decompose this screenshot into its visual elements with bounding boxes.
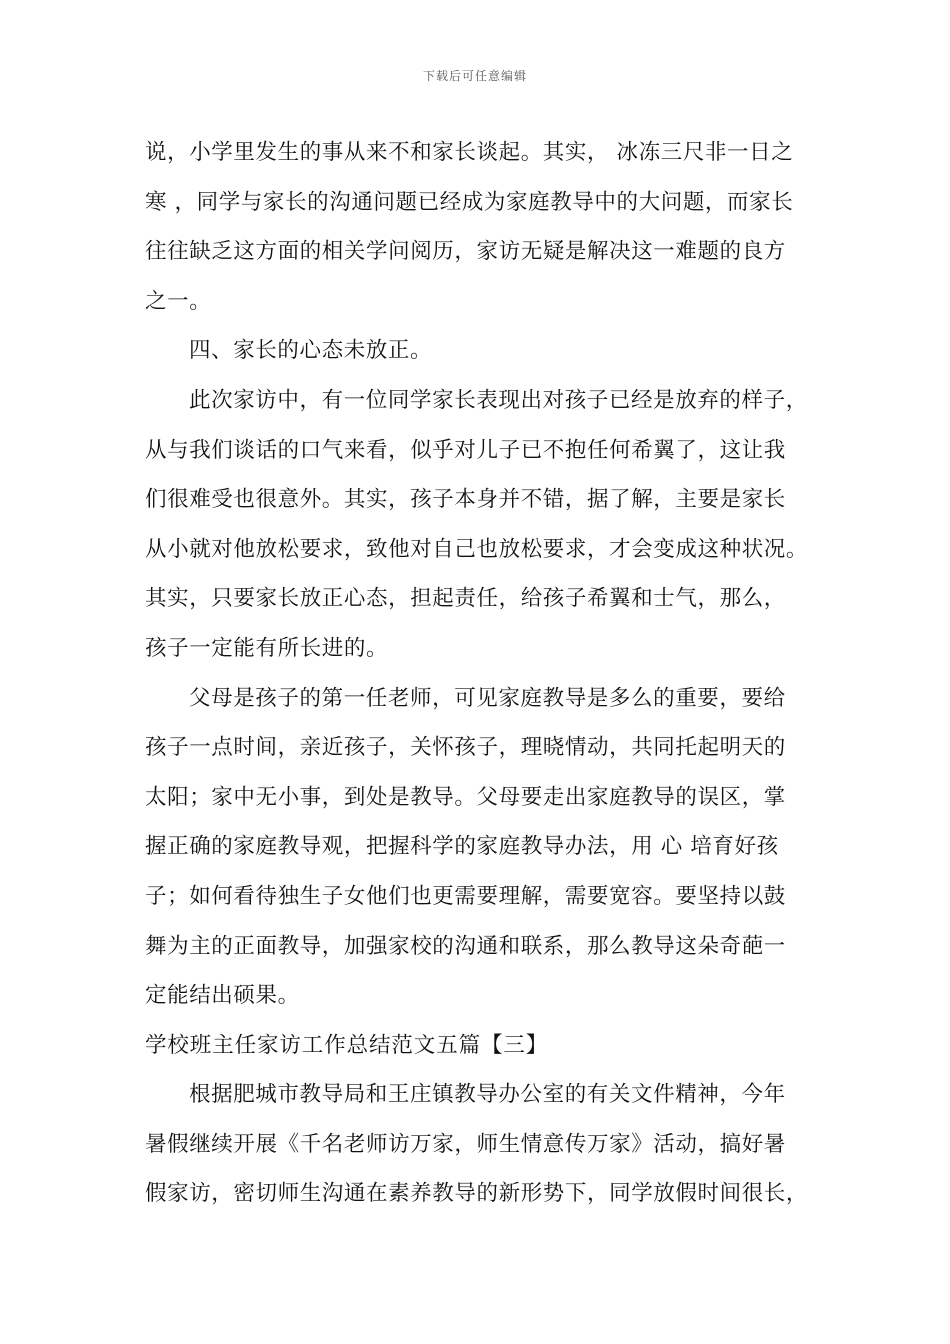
text-line: 从与我们谈话的口气来看，似乎对儿子已不抱任何希翼了，这让我: [145, 437, 786, 463]
text-line: 子；如何看待独生子女他们也更需要理解，需要宽容。要坚持以鼓: [145, 883, 786, 909]
text-line: 孩子一点时间，亲近孩子，关怀孩子，理晓情动，共同托起明天的: [145, 735, 786, 761]
text-line: 孩子一定能有所长进的。: [145, 635, 389, 661]
page-header: 下载后可任意编辑: [422, 69, 527, 83]
text-line: 太阳；家中无小事，到处是教导。父母要走出家庭教导的误区，掌: [145, 784, 786, 810]
text-line: 之一。: [145, 288, 212, 314]
text-line: 握正确的家庭教导观，把握科学的家庭教导办法，用 心 培育好孩: [145, 834, 779, 860]
text-line: 四、家长的心态未放正。: [189, 338, 433, 364]
text-line: 此次家访中，有一位同学家长表现出对孩子已经是放弃的样子，: [189, 387, 808, 413]
text-line: 父母是孩子的第一任老师，可见家庭教导是多么的重要，要给: [189, 685, 786, 711]
text-line: 其实，只要家长放正心态，担起责任，给孩子希翼和士气，那么，: [145, 586, 786, 612]
text-line: 假家访，密切师生沟通在素养教导的新形势下，同学放假时间很长，: [145, 1181, 809, 1207]
document-body: [145, 128, 835, 1219]
text-line: 从小就对他放松要求，致他对自己也放松要求，才会变成这种状况。: [145, 536, 809, 562]
text-line: 定能结出硕果。: [145, 983, 300, 1009]
text-line: 说，小学里发生的事从来不和家长谈起。其实， 冰冻三尺非一日之: [145, 140, 794, 165]
text-line: 往往缺乏这方面的相关学问阅历，家访无疑是解决这一难题的良方: [145, 239, 786, 265]
text-line: 暑假继续开展《千名老师访万家，师生情意传万家》活动，搞好暑: [145, 1131, 786, 1157]
section-heading: 学校班主任家访工作总结范文五篇【三】: [145, 1032, 549, 1058]
text-line: 舞为主的正面教导，加强家校的沟通和联系，那么教导这朵奇葩一: [145, 933, 786, 959]
text-line: 们很难受也很意外。其实，孩子本身并不错，据了解，主要是家长: [145, 487, 786, 513]
text-line: 寒 ，同学与家长的沟通问题已经成为家庭教导中的大问题，而家长: [145, 189, 794, 215]
text-line: 根据肥城市教导局和王庄镇教导办公室的有关文件精神，今年: [189, 1082, 786, 1108]
